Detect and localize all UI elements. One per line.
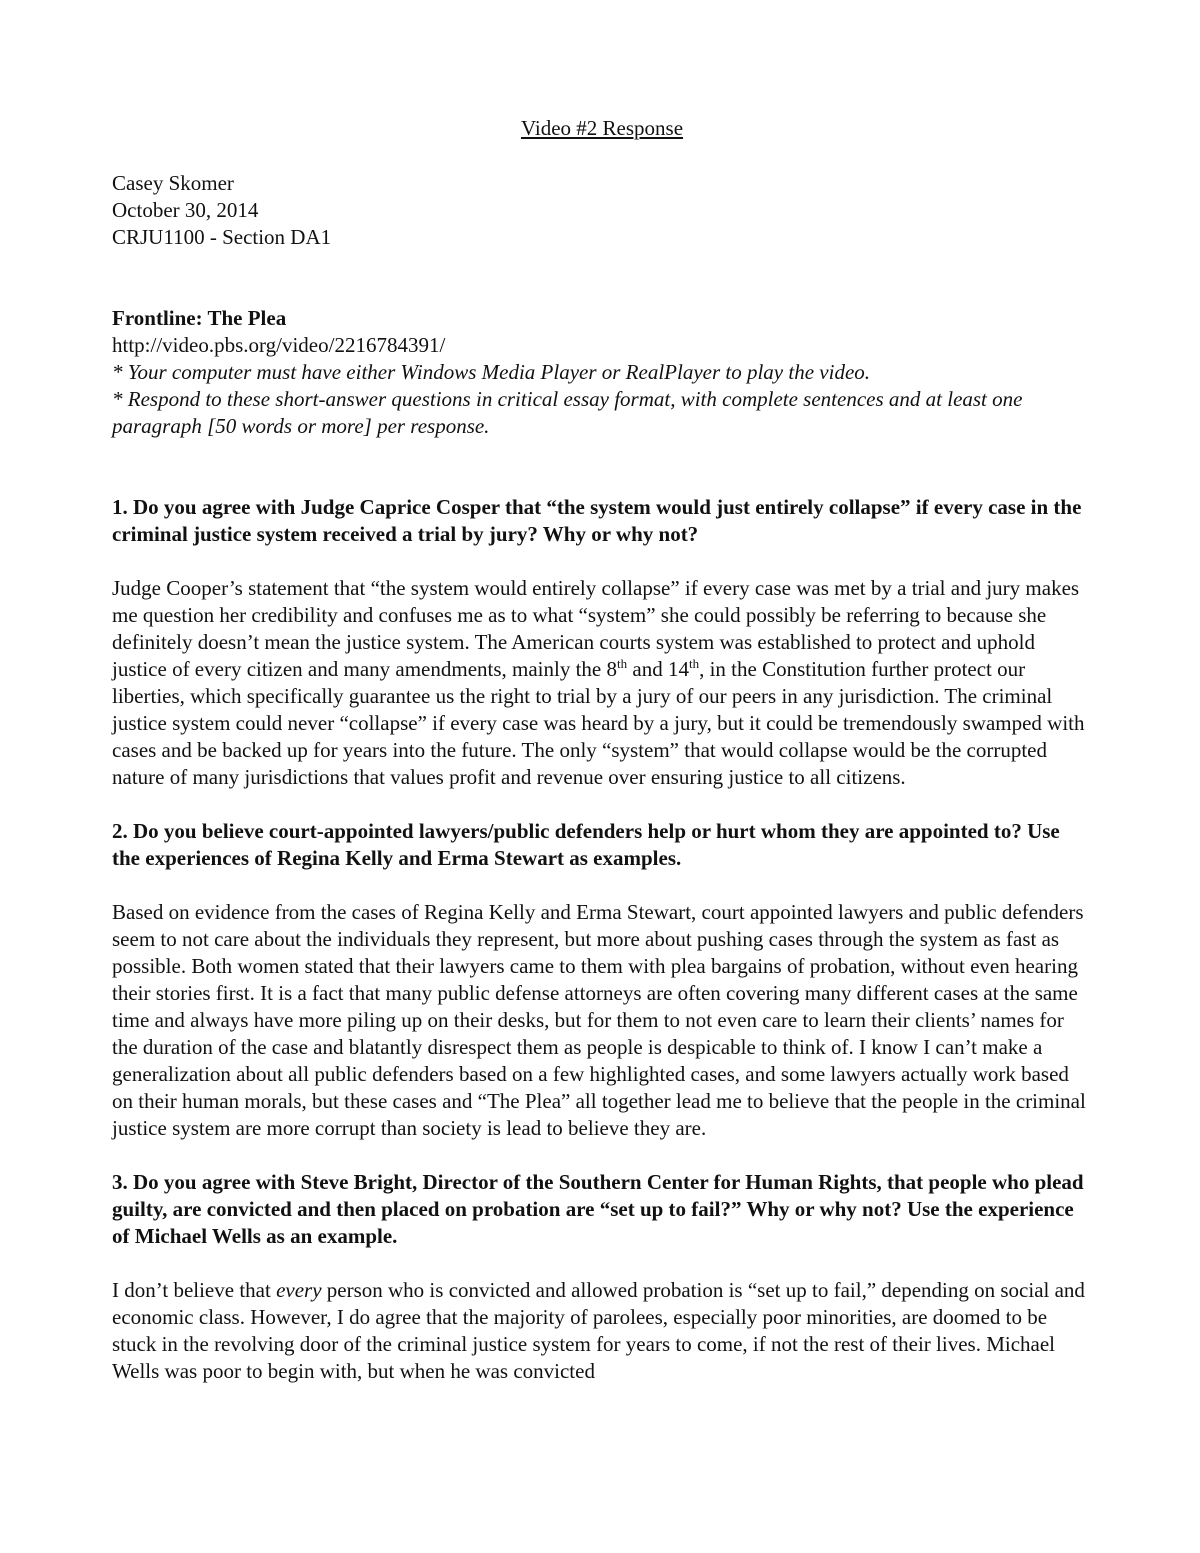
answer-1 bbox=[112, 575, 1092, 791]
document-page bbox=[112, 113, 1092, 1385]
answer-1-text-c: , in the Constitution further protect our liberties, which specifically guarantee us the right to trial by a jury of our peers in any jurisdiction. The criminal justice system could never “collapse” if every case was heard by a jury, but it could be tremendously swamped with cases and be backed up for years into the future. The only “system” that would collapse would be the corrupted nature of many jurisdictions that values profit and revenue over ensuring justice to all citizens. bbox=[112, 657, 1085, 789]
answer-3-text-a: I don’t believe that bbox=[112, 1278, 277, 1302]
assignment-section bbox=[112, 305, 1092, 440]
question-1: 1. Do you agree with Judge Caprice Cosper that “the system would just entirely collapse” if every case in the criminal justice system received a trial by jury? Why or why not? bbox=[112, 495, 1082, 546]
answer-2: Based on evidence from the cases of Regina Kelly and Erma Stewart, court appointed lawyers and public defenders seem to not care about the individuals they represent, but more about pushing cases through the system as fast as possible. Both women stated that their lawyers came to them with plea bargains of probation, without even hearing their stories first. It is a fact that many public defense attorneys are often covering many different cases at the same time and always have more piling up on their desks, but for them to not even care to learn their clients’ names for the duration of the case and blatantly disrespect them as people is despicable to think of. I know I can’t make a generalization about all public defenders based on a few highlighted cases, and some lawyers actually work based on their human morals, but these cases and “The Plea” all together lead me to believe that the people in the criminal justice system are more corrupt than society is lead to believe they are. bbox=[112, 900, 1086, 1140]
header-block bbox=[112, 170, 1092, 251]
assignment-note-2: * Respond to these short-answer questions in critical essay format, with complete sentences and at least one paragraph [50 words or more] per response. bbox=[112, 387, 1023, 438]
answer-3 bbox=[112, 1277, 1092, 1385]
answer-3-emphasis: every bbox=[276, 1278, 322, 1302]
document-title: Video #2 Response bbox=[520, 116, 684, 140]
answer-1-text-a: Judge Cooper’s statement that “the system would entirely collapse” if every case was met by a trial and jury makes me question her credibility and confuses me as to what “system” she could possibly be referring to because she definitely doesn’t mean the justice system. The American courts system was established to protect and uphold justice of every citizen and many amendments, mainly the 8 bbox=[112, 576, 1080, 681]
answer-1-sup-a: th bbox=[617, 656, 628, 671]
answer-1-text-b: and 14 bbox=[627, 657, 689, 681]
video-url: http://video.pbs.org/video/2216784391/ bbox=[112, 333, 446, 357]
author-name: Casey Skomer bbox=[112, 171, 234, 195]
question-3: 3. Do you agree with Steve Bright, Director of the Southern Center for Human Rights, that people who plead guilty, are convicted and then placed on probation are “set up to fail?” Why or why not? Use the experience of Michael Wells as an example. bbox=[112, 1170, 1084, 1248]
section-title: Frontline: The Plea bbox=[112, 306, 287, 330]
assignment-note-1: * Your computer must have either Windows Media Player or RealPlayer to play the video. bbox=[112, 360, 871, 384]
course-section: CRJU1100 - Section DA1 bbox=[112, 225, 332, 249]
document-date: October 30, 2014 bbox=[112, 198, 259, 222]
answer-3-text-b: person who is convicted and allowed probation is “set up to fail,” depending on social and economic class. However, I do agree that the majority of parolees, especially poor minorities, are doomed to be stuck in the revolving door of the criminal justice system for years to come, if not the rest of their lives. Michael Wells was poor to begin with, but when he was convicted bbox=[112, 1278, 1085, 1383]
answer-1-sup-b: th bbox=[688, 656, 700, 671]
question-2: 2. Do you believe court-appointed lawyers/public defenders help or hurt whom they are appointed to? Use the experiences of Regina Kelly and Erma Stewart as examples. bbox=[112, 819, 1060, 870]
